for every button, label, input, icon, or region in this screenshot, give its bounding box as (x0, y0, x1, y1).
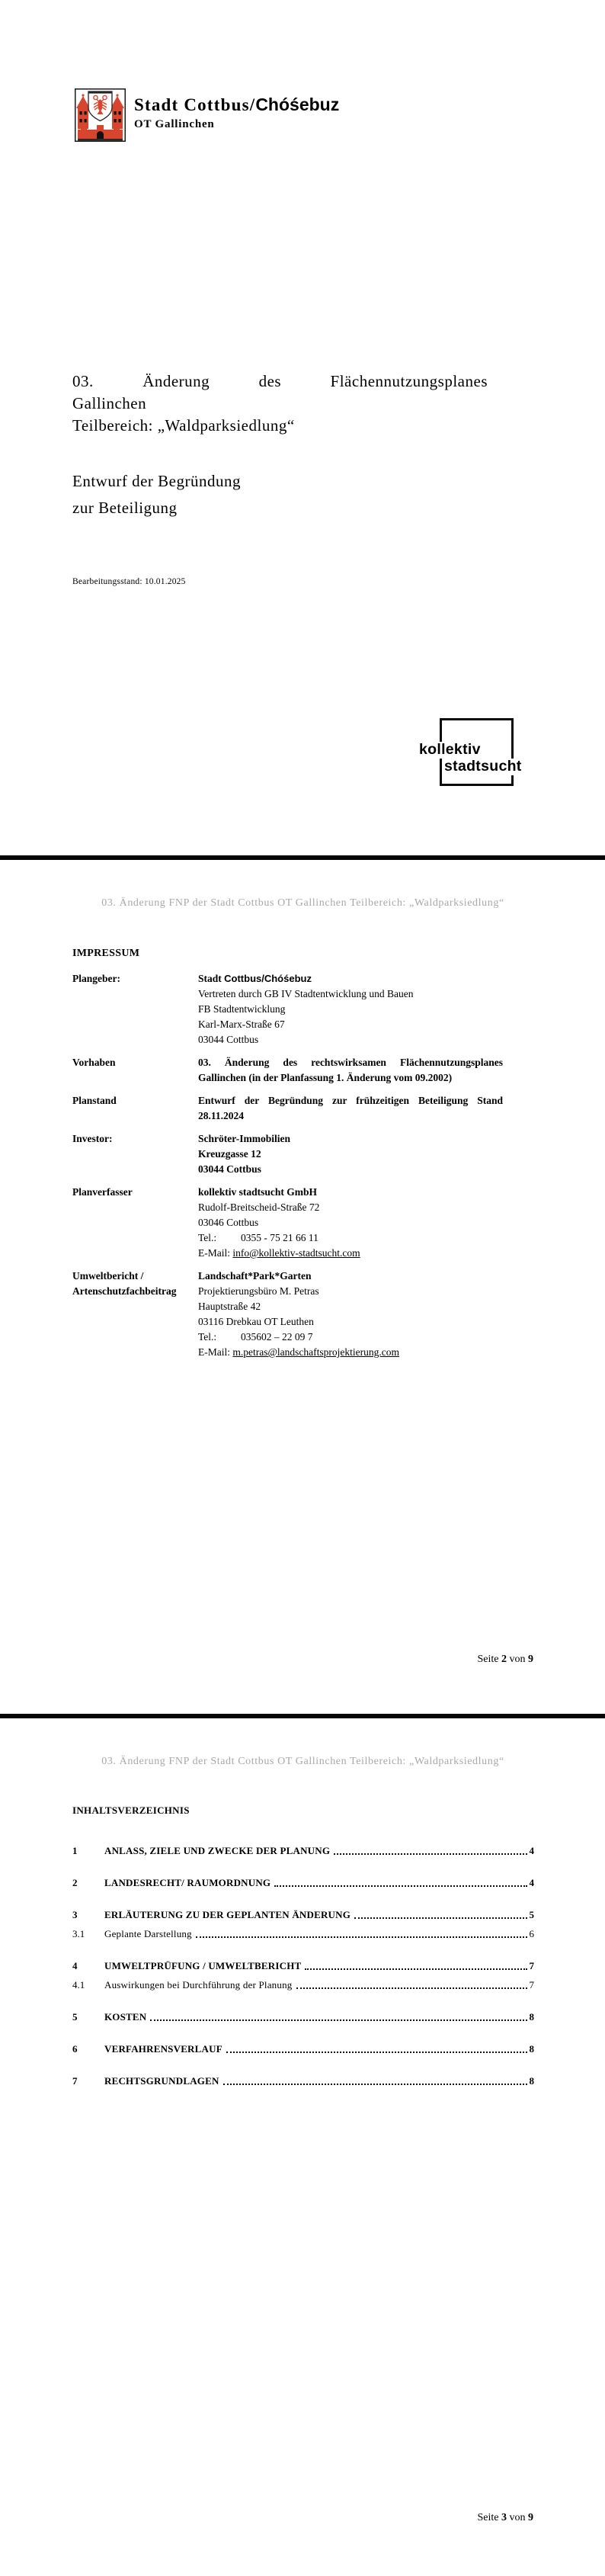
cottbus-coat-of-arms-icon (75, 88, 126, 142)
impressum-text: Stadt (198, 973, 225, 984)
impressum-row (72, 1093, 534, 1124)
toc-entry[interactable] (72, 2074, 534, 2087)
page-footer (478, 2512, 534, 2524)
impressum-row (72, 1185, 534, 1261)
status-line: Bearbeitungsstand: 10.01.2025 (72, 577, 186, 586)
toc-number: 2 (72, 1877, 78, 1888)
impressum-text: Tel.: (198, 1331, 217, 1343)
toc-title: ANLASS, ZIELE UND ZWECKE DER PLANUNG (104, 1845, 331, 1856)
toc-dot-leader (223, 2084, 527, 2085)
impressum-text: 03. Änderung des rechtswirksamen Flächennutzungsplanes Gallinchen (in der Planfassung 1. Änderung vom 09.2002) (198, 1057, 503, 1083)
footer-page-number: 3 (501, 2512, 507, 2523)
toc-dot-leader (354, 1917, 527, 1919)
toc-entry[interactable] (72, 1927, 534, 1940)
logo-word-stadtsucht: stadtsucht (444, 758, 522, 775)
toc-dot-leader (196, 1936, 527, 1938)
impressum-text: Landschaft*Park*Garten (198, 1270, 312, 1282)
impressum-text: Karl-Marx-Straße 67 (198, 1019, 285, 1030)
impressum-text: Tel.: (198, 1232, 217, 1243)
org-name-sorbian: Chóśebuz (255, 95, 340, 114)
footer-of: von (509, 1654, 526, 1665)
impressum-text: Schröter-Immobilien (198, 1133, 290, 1144)
toc-number: 6 (72, 2043, 78, 2055)
impressum-value (198, 1269, 503, 1360)
impressum-text: FB Stadtentwicklung (198, 1003, 286, 1015)
toc-title: KOSTEN (104, 2011, 147, 2023)
org-subtitle: OT Gallinchen (134, 118, 215, 130)
toc-number: 5 (72, 2011, 78, 2023)
impressum-row (72, 1269, 534, 1360)
doc-subtitle-line-1: Entwurf der Begründung (72, 472, 241, 490)
footer-page-total: 9 (528, 2512, 533, 2523)
logo-word-kollektiv: kollektiv (419, 741, 481, 758)
impressum-text: E-Mail: (198, 1346, 233, 1358)
toc-number: 4.1 (72, 1979, 85, 1991)
toc-page-number: 4 (529, 1877, 534, 1888)
page-3 (0, 1718, 605, 2576)
impressum-row (72, 971, 534, 1047)
impressum-value (198, 971, 503, 1047)
page-1 (0, 0, 605, 855)
toc-entry[interactable] (72, 1844, 534, 1857)
toc-page-number: 8 (529, 2043, 534, 2055)
impressum-label: Planstand (72, 1095, 117, 1106)
toc-entry[interactable] (72, 1978, 534, 1991)
toc-dot-leader (296, 1987, 527, 1989)
toc-number: 1 (72, 1845, 78, 1856)
toc-title: Auswirkungen bei Durchführung der Planung (104, 1979, 293, 1991)
impressum-label: Planverfasser (72, 1186, 133, 1198)
impressum-value (198, 1055, 503, 1086)
toc-number: 3 (72, 1909, 78, 1920)
impressum-text: Vertreten durch GB IV Stadtentwicklung und Bauen (198, 988, 414, 999)
toc-dot-leader (150, 2019, 527, 2021)
toc-title: LANDESRECHT/ RAUMORDNUNG (104, 1877, 271, 1888)
impressum-text: 03116 Drebkau OT Leuthen (198, 1316, 314, 1327)
impressum-heading: IMPRESSUM (72, 948, 140, 959)
impressum-label: Plangeber: (72, 973, 120, 984)
toc-title: ERLÄUTERUNG ZU DER GEPLANTEN ÄNDERUNG (104, 1909, 351, 1920)
footer-label: Seite (477, 1654, 499, 1665)
toc-title: VERFAHRENSVERLAUF (104, 2043, 222, 2055)
toc-entry[interactable] (72, 1876, 534, 1889)
toc-page-number: 8 (529, 2011, 534, 2023)
org-name-german: Stadt Cottbus/ (134, 95, 256, 114)
toc-title: Geplante Darstellung (104, 1928, 192, 1939)
table-of-contents (72, 1844, 534, 2087)
toc-page-number: 5 (529, 1909, 534, 1920)
email-link[interactable]: m.petras@landschaftsprojektierung.com (232, 1346, 399, 1358)
toc-page-number: 7 (529, 1960, 534, 1971)
org-header (134, 95, 339, 131)
doc-subtitle-line-2: zur Beteiligung (72, 499, 178, 517)
impressum-text: 0355 - 75 21 66 11 (241, 1232, 319, 1243)
document-title (72, 371, 488, 437)
impressum-rows (72, 971, 534, 1360)
impressum-row (72, 1055, 534, 1086)
toc-number: 7 (72, 2075, 78, 2087)
toc-page-number: 6 (529, 1928, 534, 1939)
running-header: 03. Änderung FNP der Stadt Cottbus OT Gallinchen Teilbereich: „Waldparksiedlung“ (101, 897, 504, 909)
footer-of: von (509, 2512, 526, 2523)
impressum-text: 03044 Cottbus (198, 1163, 261, 1175)
doc-title-line-3: Teilbereich: „Waldparksiedlung“ (72, 416, 295, 435)
impressum-text: Projektierungsbüro M. Petras (198, 1285, 319, 1297)
toc-page-number: 8 (529, 2075, 534, 2087)
toc-heading: INHALTSVERZEICHNIS (72, 1804, 190, 1816)
toc-entry[interactable] (72, 2042, 534, 2055)
impressum-label: Umweltbericht / Artenschutzfachbeitrag (72, 1270, 177, 1297)
doc-title-line-2: Gallinchen (72, 394, 147, 412)
impressum-value (198, 1185, 503, 1261)
impressum-text: Kreuzgasse 12 (198, 1148, 261, 1160)
impressum-row (72, 1131, 534, 1177)
toc-page-number: 4 (529, 1845, 534, 1856)
impressum-text: Cottbus/Chóśebuz (224, 973, 312, 984)
footer-page-number: 2 (501, 1654, 507, 1665)
impressum-text: E-Mail: (198, 1247, 233, 1259)
toc-title: UMWELTPRÜFUNG / UMWELTBERICHT (104, 1960, 302, 1971)
toc-page-number: 7 (529, 1979, 534, 1991)
org-name (134, 95, 339, 115)
toc-entry[interactable] (72, 1908, 534, 1921)
toc-number: 3.1 (72, 1928, 85, 1939)
toc-dot-leader (334, 1853, 527, 1855)
impressum-text: Entwurf der Begründung zur frühzeitigen Beteiligung Stand 28.11.2024 (198, 1095, 503, 1121)
impressum-text: 03044 Cottbus (198, 1034, 259, 1045)
impressum-text: kollektiv stadtsucht GmbH (198, 1186, 318, 1198)
toc-title: RECHTSGRUNDLAGEN (104, 2075, 219, 2087)
toc-dot-leader (305, 1968, 527, 1970)
footer-page-total: 9 (528, 1654, 533, 1665)
impressum-text: 035602 – 22 09 7 (241, 1331, 313, 1343)
doc-title-line-1: 03. Änderung des Flächennutzungsplanes (72, 372, 488, 390)
email-link[interactable]: info@kollektiv-stadtsucht.com (232, 1247, 360, 1259)
document-subtitle (72, 468, 241, 521)
page-2 (0, 860, 605, 1714)
footer-label: Seite (477, 2512, 499, 2523)
impressum-label: Vorhaben (72, 1057, 116, 1068)
toc-number: 4 (72, 1960, 78, 1971)
kollektiv-stadtsucht-logo (418, 718, 547, 794)
impressum-value (198, 1131, 503, 1177)
toc-entry[interactable] (72, 2010, 534, 2023)
toc-entry[interactable] (72, 1959, 534, 1972)
running-header: 03. Änderung FNP der Stadt Cottbus OT Gallinchen Teilbereich: „Waldparksiedlung“ (101, 1756, 504, 1767)
toc-dot-leader (274, 1885, 527, 1887)
impressum-value (198, 1093, 503, 1124)
toc-dot-leader (226, 2051, 527, 2053)
page-footer (478, 1654, 534, 1666)
impressum-text: Rudolf-Breitscheid-Straße 72 (198, 1201, 320, 1213)
impressum-label: Investor: (72, 1133, 113, 1144)
impressum-text: Hauptstraße 42 (198, 1301, 261, 1312)
impressum-text: 03046 Cottbus (198, 1217, 259, 1228)
